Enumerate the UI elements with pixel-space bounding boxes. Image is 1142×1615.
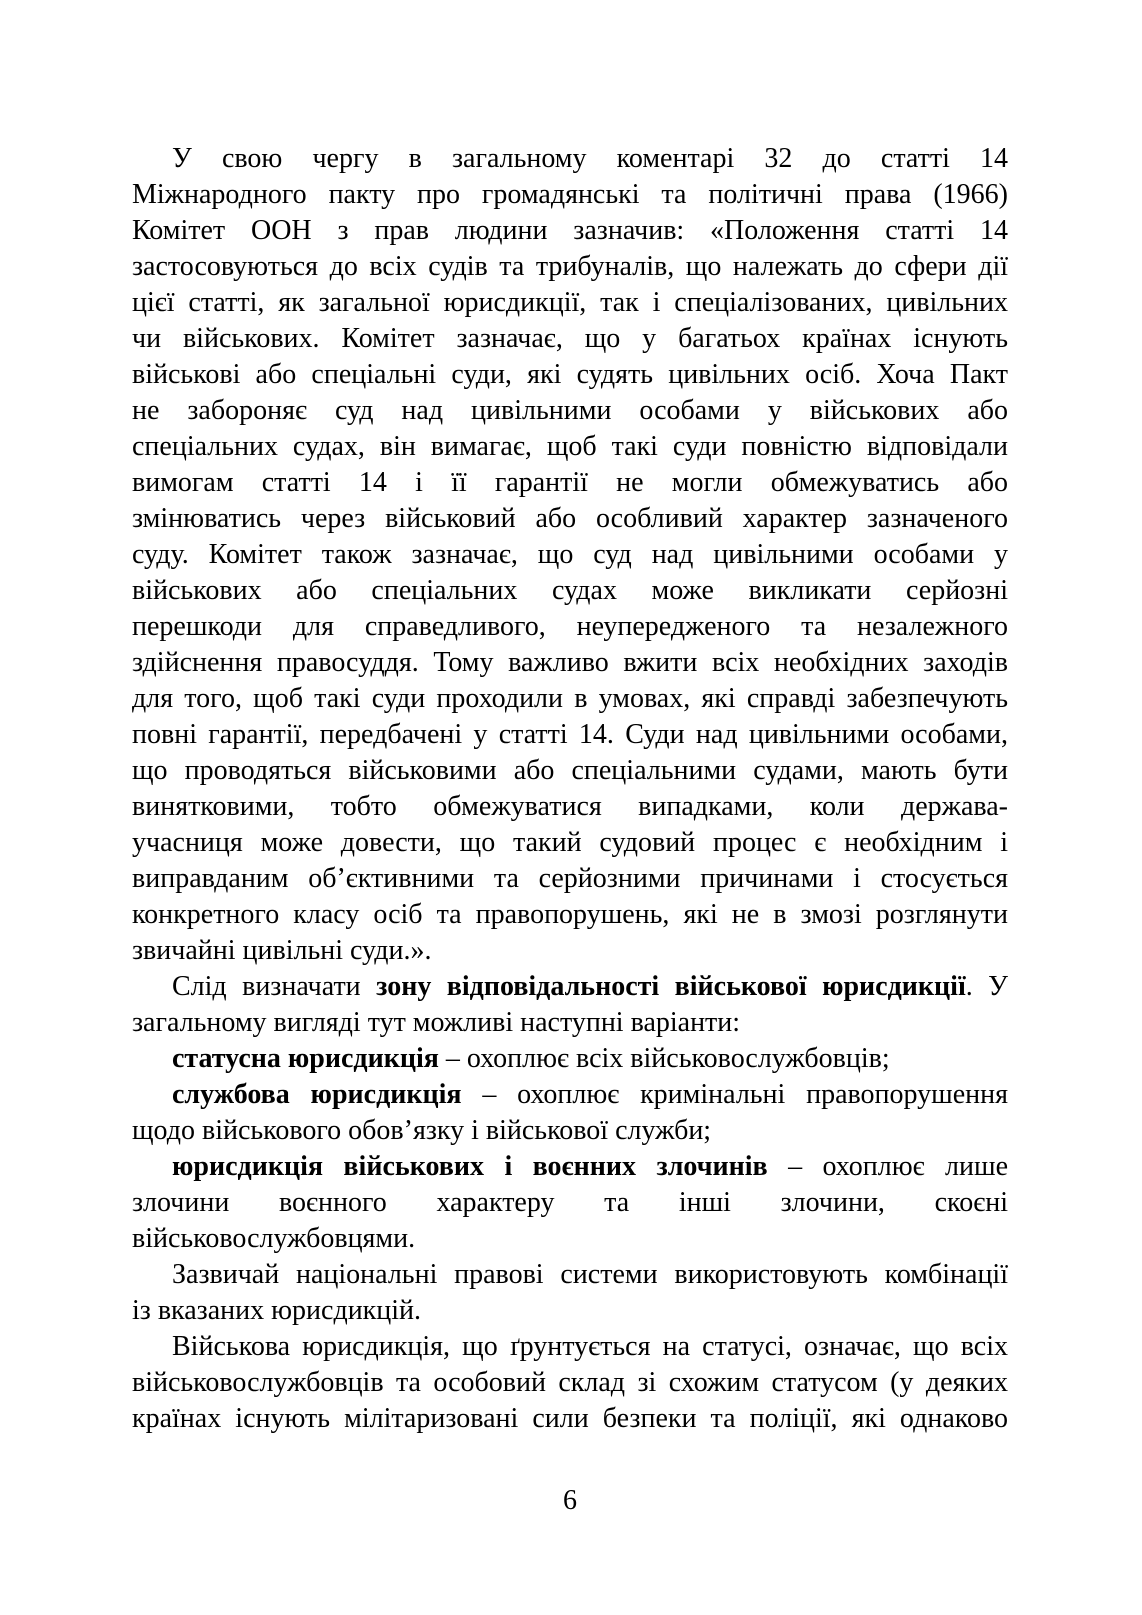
bold-term: службова юрисдикція bbox=[172, 1079, 462, 1110]
text-line bbox=[132, 141, 1008, 177]
text-segment: Військова юрисдикція, що ґрунтується на статусі, означає, що всіх bbox=[172, 1331, 1008, 1362]
text-segment: цієї статті, як загальної юрисдикції, так і спеціалізованих, цивільних bbox=[132, 287, 1008, 318]
text-segment: військовослужбовців та особовий склад зі схожим статусом (у деяких bbox=[132, 1367, 1008, 1398]
paragraph bbox=[132, 1329, 1008, 1437]
text-segment: Зазвичай національні правові системи використовують комбінації bbox=[172, 1259, 1008, 1290]
text-line bbox=[132, 249, 1008, 285]
paragraph bbox=[132, 1149, 1008, 1257]
text-segment: повні гарантії, передбачені у статті 14. Суди над цивільними особами, bbox=[132, 719, 1008, 750]
text-line bbox=[132, 1365, 1008, 1401]
text-segment: перешкоди для справедливого, неупередженого та незалежного bbox=[132, 611, 1008, 642]
bold-term: юрисдикція військових і воєнних злочинів bbox=[172, 1151, 768, 1182]
text-segment: військові або спеціальні суди, які судять цивільних осіб. Хоча Пакт bbox=[132, 359, 1008, 390]
text-line bbox=[132, 861, 1008, 897]
text-block bbox=[132, 141, 1008, 1437]
paragraph bbox=[132, 969, 1008, 1041]
text-segment: Комітет ООН з прав людини зазначив: «Положення статті 14 bbox=[132, 215, 1008, 246]
bold-term: статусна юрисдикція bbox=[172, 1043, 439, 1074]
text-line bbox=[132, 465, 1008, 501]
text-line bbox=[132, 933, 1008, 969]
text-segment: Міжнародного пакту про громадянські та політичні права (1966) bbox=[132, 179, 1008, 210]
bold-term: зону відповідальності військової юрисдикції bbox=[376, 971, 966, 1002]
text-segment: – охоплює лише bbox=[767, 1151, 1008, 1182]
text-segment: не забороняє суд над цивільними особами у військових або bbox=[132, 395, 1008, 426]
text-segment: винятковими, тобто обмежуватися випадками, коли держава- bbox=[132, 791, 1008, 822]
text-segment: загальному вигляді тут можливі наступні варіанти: bbox=[132, 1007, 741, 1038]
text-line bbox=[132, 1041, 1008, 1077]
text-segment: для того, щоб такі суди проходили в умовах, які справді забезпечують bbox=[132, 683, 1008, 714]
text-line bbox=[132, 1077, 1008, 1113]
text-segment: із вказаних юрисдикцій. bbox=[132, 1295, 422, 1326]
text-segment: У свою чергу в загальному коментарі 32 до статті 14 bbox=[172, 143, 1008, 174]
text-segment: застосовуються до всіх судів та трибуналів, що належать до сфери дії bbox=[132, 251, 1008, 282]
page-number: 6 bbox=[563, 1485, 577, 1516]
text-segment: вимогам статті 14 і її гарантії не могли обмежуватись або bbox=[132, 467, 1008, 498]
text-line bbox=[132, 753, 1008, 789]
text-segment: . У bbox=[965, 971, 1008, 1002]
text-line bbox=[132, 1293, 1008, 1329]
text-line bbox=[132, 393, 1008, 429]
text-line bbox=[132, 537, 1008, 573]
text-line bbox=[132, 357, 1008, 393]
text-segment: суду. Комітет також зазначає, що суд над цивільними особами у bbox=[132, 539, 1008, 570]
text-segment: чи військових. Комітет зазначає, що у багатьох країнах існують bbox=[132, 323, 1008, 354]
text-line bbox=[132, 825, 1008, 861]
text-line bbox=[132, 285, 1008, 321]
text-line bbox=[132, 177, 1008, 213]
text-segment: щодо військового обов’язку і військової служби; bbox=[132, 1115, 712, 1146]
text-segment: здійснення правосуддя. Тому важливо вжити всіх необхідних заходів bbox=[132, 647, 1008, 678]
text-segment: військовослужбовцями. bbox=[132, 1223, 416, 1254]
text-segment: країнах існують мілітаризовані сили безпеки та поліції, які однаково bbox=[132, 1403, 1008, 1434]
text-line bbox=[132, 1329, 1008, 1365]
paragraph bbox=[132, 1041, 1008, 1077]
text-line bbox=[132, 789, 1008, 825]
text-line bbox=[132, 681, 1008, 717]
text-line bbox=[132, 573, 1008, 609]
text-segment: змінюватись через військовий або особливий характер зазначеного bbox=[132, 503, 1008, 534]
text-segment: учасниця може довести, що такий судовий процес є необхідним і bbox=[132, 827, 1008, 858]
text-line bbox=[132, 1185, 1008, 1221]
text-line bbox=[132, 645, 1008, 681]
text-line bbox=[132, 501, 1008, 537]
text-segment: військових або спеціальних судах може викликати серйозні bbox=[132, 575, 1008, 606]
text-segment: конкретного класу осіб та правопорушень, які не в змозі розглянути bbox=[132, 899, 1008, 930]
text-line bbox=[132, 1221, 1008, 1257]
text-segment: – охоплює всіх військовослужбовців; bbox=[438, 1043, 890, 1074]
text-line bbox=[132, 1005, 1008, 1041]
text-line bbox=[132, 1149, 1008, 1185]
text-line bbox=[132, 1401, 1008, 1437]
text-line bbox=[132, 321, 1008, 357]
text-line bbox=[132, 1257, 1008, 1293]
text-segment: що проводяться військовими або спеціальними судами, мають бути bbox=[132, 755, 1008, 786]
text-line bbox=[132, 1113, 1008, 1149]
text-line bbox=[132, 213, 1008, 249]
text-line bbox=[132, 969, 1008, 1005]
paragraph bbox=[132, 141, 1008, 969]
text-line bbox=[132, 429, 1008, 465]
text-line bbox=[132, 717, 1008, 753]
text-segment: виправданим об’єктивними та серйозними причинами і стосується bbox=[132, 863, 1008, 894]
text-segment: звичайні цивільні суди.». bbox=[132, 935, 432, 966]
text-segment: – охоплює кримінальні правопорушення bbox=[461, 1079, 1008, 1110]
paragraph bbox=[132, 1257, 1008, 1329]
text-line bbox=[132, 609, 1008, 645]
text-segment: Слід визначати bbox=[172, 971, 377, 1002]
text-line bbox=[132, 897, 1008, 933]
paragraph bbox=[132, 1077, 1008, 1149]
text-segment: спеціальних судах, він вимагає, щоб такі суди повністю відповідали bbox=[132, 431, 1008, 462]
text-segment: злочини воєнного характеру та інші злочини, скоєні bbox=[132, 1187, 1008, 1218]
